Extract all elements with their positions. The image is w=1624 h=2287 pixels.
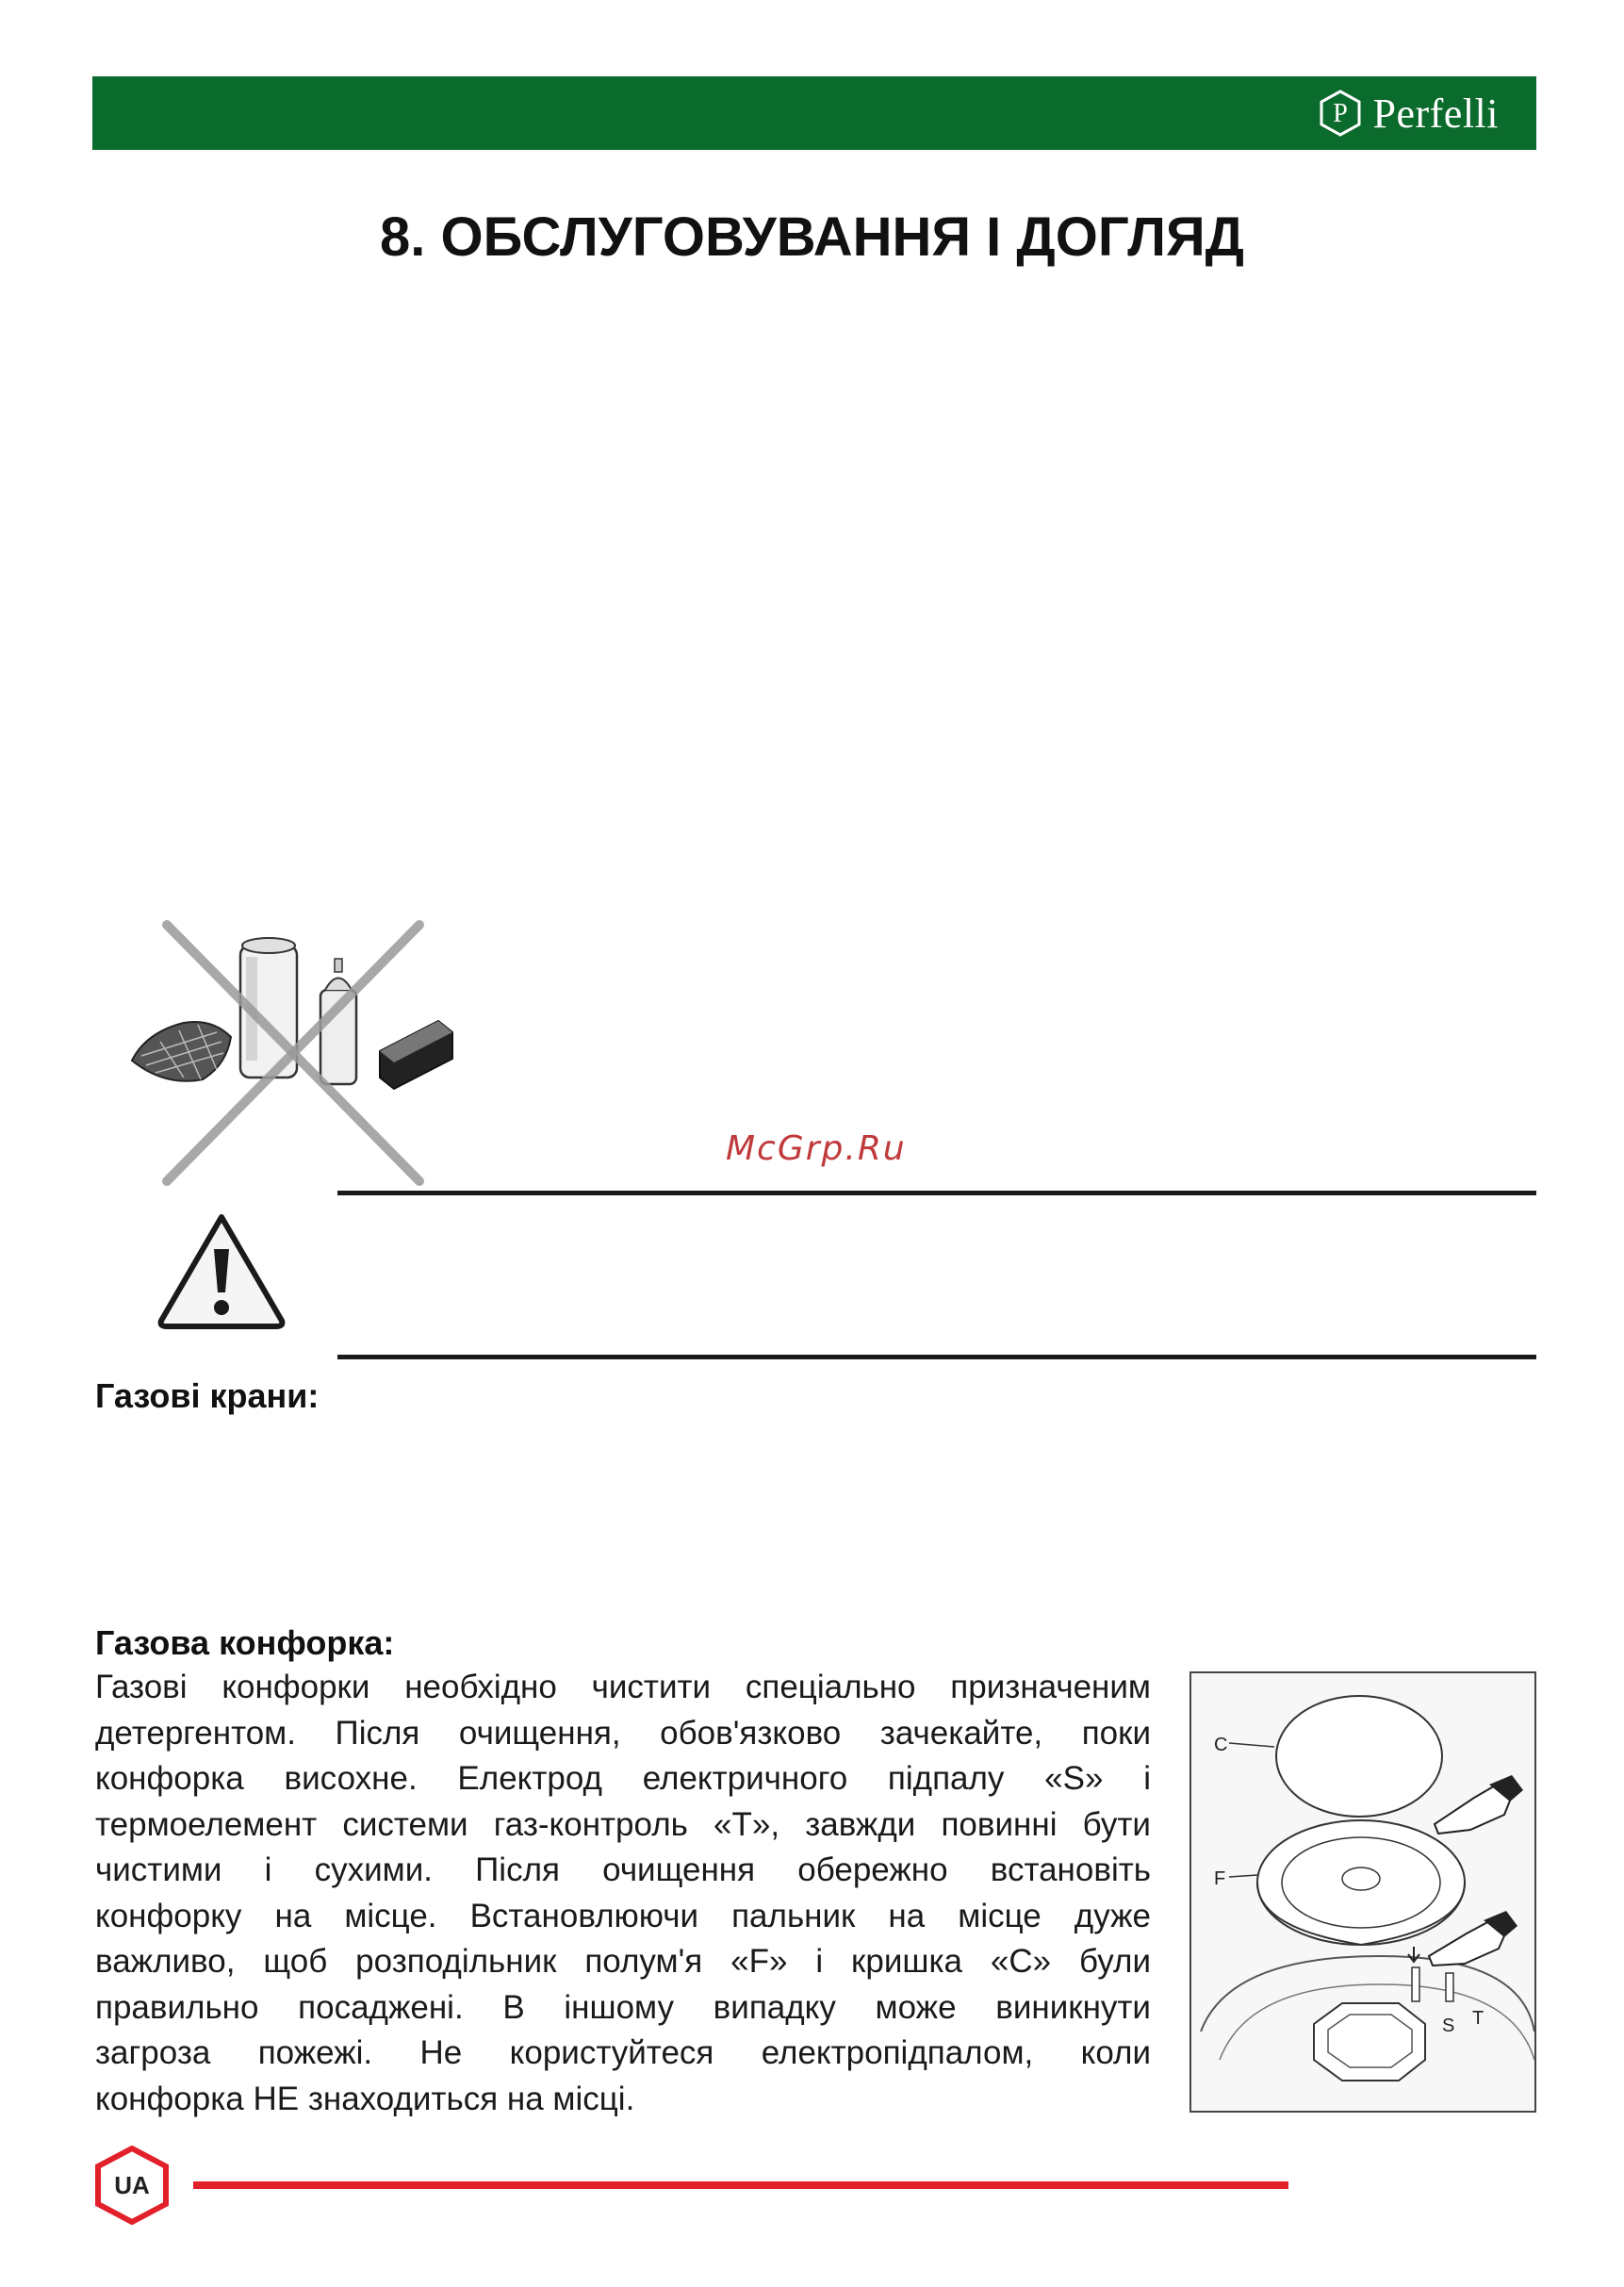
divider-top xyxy=(337,1191,1536,1195)
gas-valves-heading: Газові крани: xyxy=(95,1376,320,1415)
text-line: конфорку на місце. Встановлюючи пальник на місце дуже xyxy=(95,1897,1151,1934)
text-line: Газові конфорки необхідно чистити спеціально призначеним xyxy=(95,1669,1151,1705)
label-c: C xyxy=(1214,1735,1228,1755)
brand-name: Perfelli xyxy=(1372,90,1499,137)
text-line: правильно посаджені. В іншому випадку може виникнути xyxy=(95,1988,1151,2026)
divider-bottom xyxy=(337,1355,1536,1359)
brand-logo xyxy=(1318,90,1499,137)
language-badge-label: UA xyxy=(114,2171,150,2199)
text-line: детергентом. Після очищення, обов'язково зачекайте, поки xyxy=(95,1714,1151,1752)
label-s: S xyxy=(1442,2016,1455,2036)
footer-line xyxy=(193,2181,1288,2189)
watermark: McGrp.Ru xyxy=(726,1129,907,1168)
pointing-hand-icon xyxy=(1435,1775,1523,1834)
text-line: конфорка висохне. Електрод електричного підпалу «S» і xyxy=(95,1760,1151,1797)
header-bar xyxy=(92,76,1536,150)
no-abrasive-cleaners-icon xyxy=(127,919,457,1188)
text-line: важливо, щоб розподільник полум'я «F» і кришка «C» були xyxy=(95,1943,1151,1980)
language-badge xyxy=(92,2146,172,2225)
warning-triangle-icon xyxy=(156,1209,287,1332)
label-f: F xyxy=(1214,1868,1226,1889)
svg-text:P: P xyxy=(1333,99,1349,128)
perfelli-logo-icon xyxy=(1318,90,1363,137)
burner-assembly-figure xyxy=(1189,1671,1536,2113)
gas-burner-text xyxy=(95,1665,1151,2122)
burner-diagram xyxy=(1191,1673,1534,2111)
text-line: термоелемент системи газ-контроль «T», завжди повинні бути xyxy=(95,1805,1151,1843)
gas-burner-heading: Газова конфорка: xyxy=(95,1623,395,1662)
label-t: T xyxy=(1472,2008,1485,2029)
text-line: загроза пожежі. Не користуйтеся електропідпалом, коли xyxy=(95,2034,1151,2071)
text-line: конфорка НЕ знаходиться на місці. xyxy=(95,2080,635,2117)
text-line: чистими і сухими. Після очищення обережно встановіть xyxy=(95,1851,1151,1888)
page-title: 8. ОБСЛУГОВУВАННЯ І ДОГЛЯД xyxy=(380,206,1244,268)
